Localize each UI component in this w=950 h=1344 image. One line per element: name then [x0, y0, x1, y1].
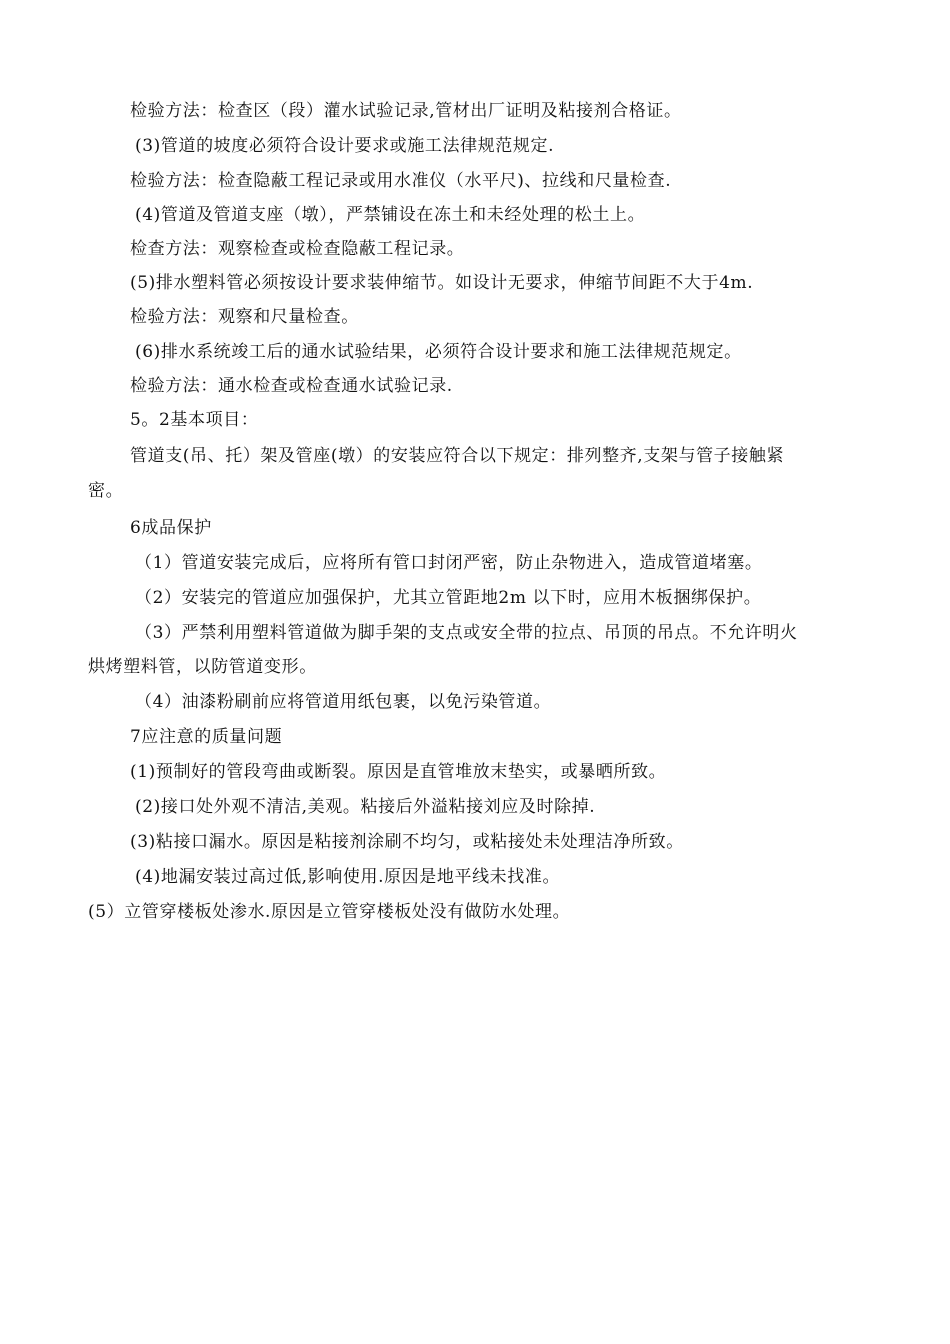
text-line: (4)地漏安装过高过低,影响使用.原因是地平线未找准。 — [135, 867, 561, 887]
text-line: (3)粘接口漏水。原因是粘接剂涂刷不均匀，或粘接处未处理洁净所致。 — [130, 832, 684, 852]
text-line: 检验方法：观察和尺量检查。 — [130, 307, 359, 327]
text-line: 检查方法：观察检查或检查隐蔽工程记录。 — [130, 239, 465, 259]
text-line: (6)排水系统竣工后的通水试验结果，必须符合设计要求和施工法律规范规定。 — [135, 342, 742, 362]
text-line: 检验方法：检查隐蔽工程记录或用水准仪（水平尺)、拉线和尺量检查. — [130, 171, 672, 191]
text-line: （3）严禁利用塑料管道做为脚手架的支点或安全带的拉点、吊顶的吊点。不允许明火 — [135, 623, 798, 643]
text-line: 检验方法：检查区（段）灌水试验记录,管材出厂证明及粘接剂合格证。 — [130, 101, 682, 121]
text-line: 管道支(吊、托）架及管座(墩）的安装应符合以下规定：排列整齐,支架与管子接触紧 — [130, 446, 785, 466]
text-line: （2）安装完的管道应加强保护，尤其立管距地2m 以下时，应用木板捆绑保护。 — [135, 588, 762, 608]
section-heading: 6成品保护 — [130, 518, 212, 538]
text-line: （4）油漆粉刷前应将管道用纸包裹，以免污染管道。 — [135, 692, 552, 712]
section-heading: 7应注意的质量问题 — [130, 727, 283, 747]
text-line: 烘烤塑料管，以防管道变形。 — [88, 657, 317, 677]
text-line: 检验方法：通水检查或检查通水试验记录. — [130, 376, 453, 396]
text-line: (4)管道及管道支座（墩），严禁铺设在冻土和未经处理的松土上。 — [135, 205, 646, 225]
section-heading: 5。2基本项目： — [130, 410, 259, 430]
text-line: 密。 — [88, 481, 124, 501]
text-line: (1)预制好的管段弯曲或断裂。原因是直管堆放末垫实，或暴晒所致。 — [130, 762, 667, 782]
text-line: (3)管道的坡度必须符合设计要求或施工法律规范规定. — [135, 136, 555, 156]
text-line: (5）立管穿楼板处渗水.原因是立管穿楼板处没有做防水处理。 — [88, 902, 571, 922]
text-line: (2)接口处外观不清洁,美观。粘接后外溢粘接刘应及时除掉. — [135, 797, 596, 817]
text-line: （1）管道安装完成后，应将所有管口封闭严密，防止杂物进入，造成管道堵塞。 — [135, 553, 763, 573]
text-line: (5)排水塑料管必须按设计要求装伸缩节。如设计无要求，伸缩节间距不大于4m. — [130, 273, 754, 293]
